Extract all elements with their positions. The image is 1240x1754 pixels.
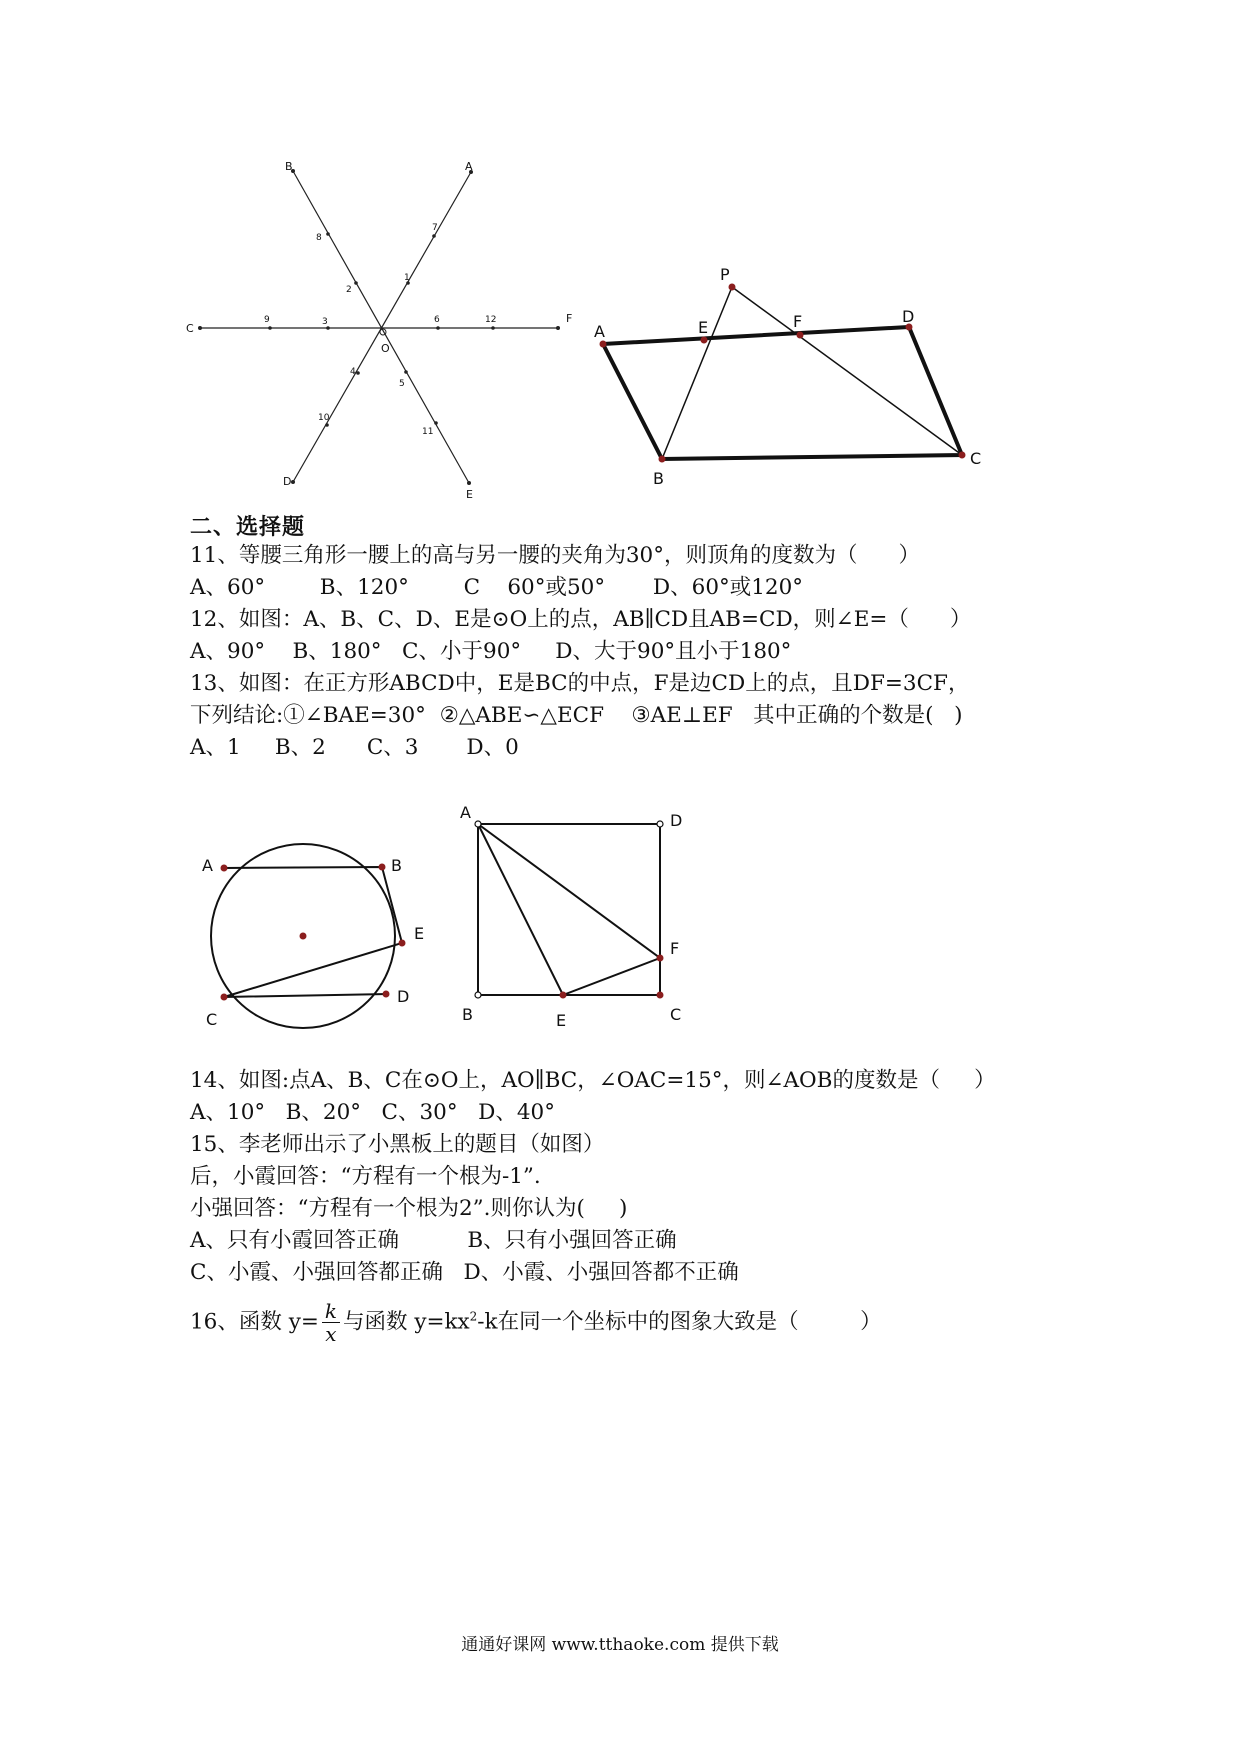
- q13-options: A、1 B、2 C、3 D、0: [190, 735, 519, 760]
- para-label-P: P: [720, 265, 730, 284]
- star-number-6: 6: [434, 315, 440, 325]
- star-label-A: A: [465, 160, 473, 173]
- square-label-F: F: [670, 939, 680, 958]
- para-label-B: B: [653, 469, 664, 488]
- q16-fraction: [322, 1300, 340, 1345]
- q16-mid: 与函数 y=kx: [342, 1309, 470, 1335]
- q14-stem: 14、如图:点A、B、C在⊙O上，AO∥BC，∠OAC=15°，则∠AOB的度数是（ ）: [190, 1068, 996, 1093]
- q13-stem-line1: 13、如图：在正方形ABCD中，E是BC的中点，F是边CD上的点，且DF=3CF，: [190, 671, 970, 696]
- q12-stem: 12、如图：A、B、C、D、E是⊙O上的点，AB∥CD且AB=CD，则∠E=（ ）: [190, 607, 972, 632]
- star-label-O: O: [381, 342, 390, 355]
- star-label-D: D: [283, 475, 292, 488]
- circle-label-B: B: [391, 856, 402, 875]
- para-label-A: A: [594, 322, 605, 341]
- star-number-3: 3: [322, 317, 328, 327]
- square-figure: [450, 800, 700, 1040]
- section-title: 二、选择题: [190, 515, 306, 540]
- circle-label-E: E: [414, 924, 425, 943]
- q15-options-ab: A、只有小霞回答正确 B、只有小强回答正确: [190, 1228, 677, 1253]
- star-number-11: 11: [422, 427, 434, 437]
- q13-stem-line2: 下列结论:①∠BAE=30° ②△ABE∽△ECF ③AE⊥EF 其中正确的个数是( ): [190, 703, 963, 728]
- q14-options: A、10° B、20° C、30° D、40°: [190, 1100, 555, 1125]
- q16-stem: [190, 1300, 882, 1345]
- circle-label-C: C: [206, 1010, 218, 1029]
- square-label-A: A: [460, 803, 471, 822]
- q16-fraction-numerator: k: [322, 1300, 340, 1323]
- star-label-E: E: [466, 488, 473, 501]
- q12-options: A、90° B、180° C、小于90° D、大于90°且小于180°: [190, 639, 792, 664]
- q15-options-cd: C、小霞、小强回答都正确 D、小霞、小强回答都不正确: [190, 1260, 739, 1285]
- q16-prefix: 16、函数 y=: [190, 1309, 319, 1335]
- star-label-C: C: [186, 322, 194, 335]
- q15-line3: 小强回答：“方程有一个根为2”.则你认为( ): [190, 1196, 628, 1221]
- q11-stem: 11、等腰三角形一腰上的高与另一腰的夹角为30°，则顶角的度数为（ ）: [190, 543, 920, 568]
- star-number-7: 7: [432, 223, 438, 233]
- star-number-9: 9: [264, 315, 270, 325]
- para-label-C: C: [970, 449, 982, 468]
- star-number-4: 4: [350, 367, 356, 377]
- star-number-10: 10: [318, 413, 330, 423]
- circle-label-D: D: [397, 987, 410, 1006]
- para-label-E: E: [698, 318, 709, 337]
- square-label-C: C: [670, 1005, 682, 1024]
- circle-label-A: A: [202, 856, 213, 875]
- star-rays-figure: [186, 150, 590, 501]
- star-number-5: 5: [399, 379, 405, 389]
- square-label-B: B: [462, 1005, 473, 1024]
- star-number-1: 1: [404, 273, 410, 283]
- star-number-12: 12: [485, 315, 497, 325]
- star-label-B: B: [285, 160, 293, 173]
- q16-exponent: 2: [469, 1309, 478, 1324]
- star-number-8: 8: [316, 233, 322, 243]
- square-label-E: E: [556, 1011, 567, 1030]
- parallelogram-figure: [590, 260, 1010, 490]
- q15-line1: 15、李老师出示了小黑板上的题目（如图）: [190, 1132, 605, 1157]
- circle-chords-figure: [190, 840, 450, 1040]
- footer-text: 通通好课网 www.tthaoke.com 提供下载: [461, 1635, 779, 1655]
- q16-fraction-denominator: x: [325, 1322, 337, 1346]
- star-number-2: 2: [346, 285, 352, 295]
- q11-options: A、60° B、120° C 60°或50° D、60°或120°: [190, 575, 804, 600]
- para-label-D: D: [902, 307, 915, 326]
- square-label-D: D: [670, 811, 683, 830]
- para-label-F: F: [793, 312, 803, 331]
- q15-line2: 后，小霞回答：“方程有一个根为-1”.: [190, 1164, 541, 1189]
- q16-suffix: -k在同一个坐标中的图象大致是（ ）: [477, 1309, 882, 1335]
- star-label-F: F: [566, 312, 573, 325]
